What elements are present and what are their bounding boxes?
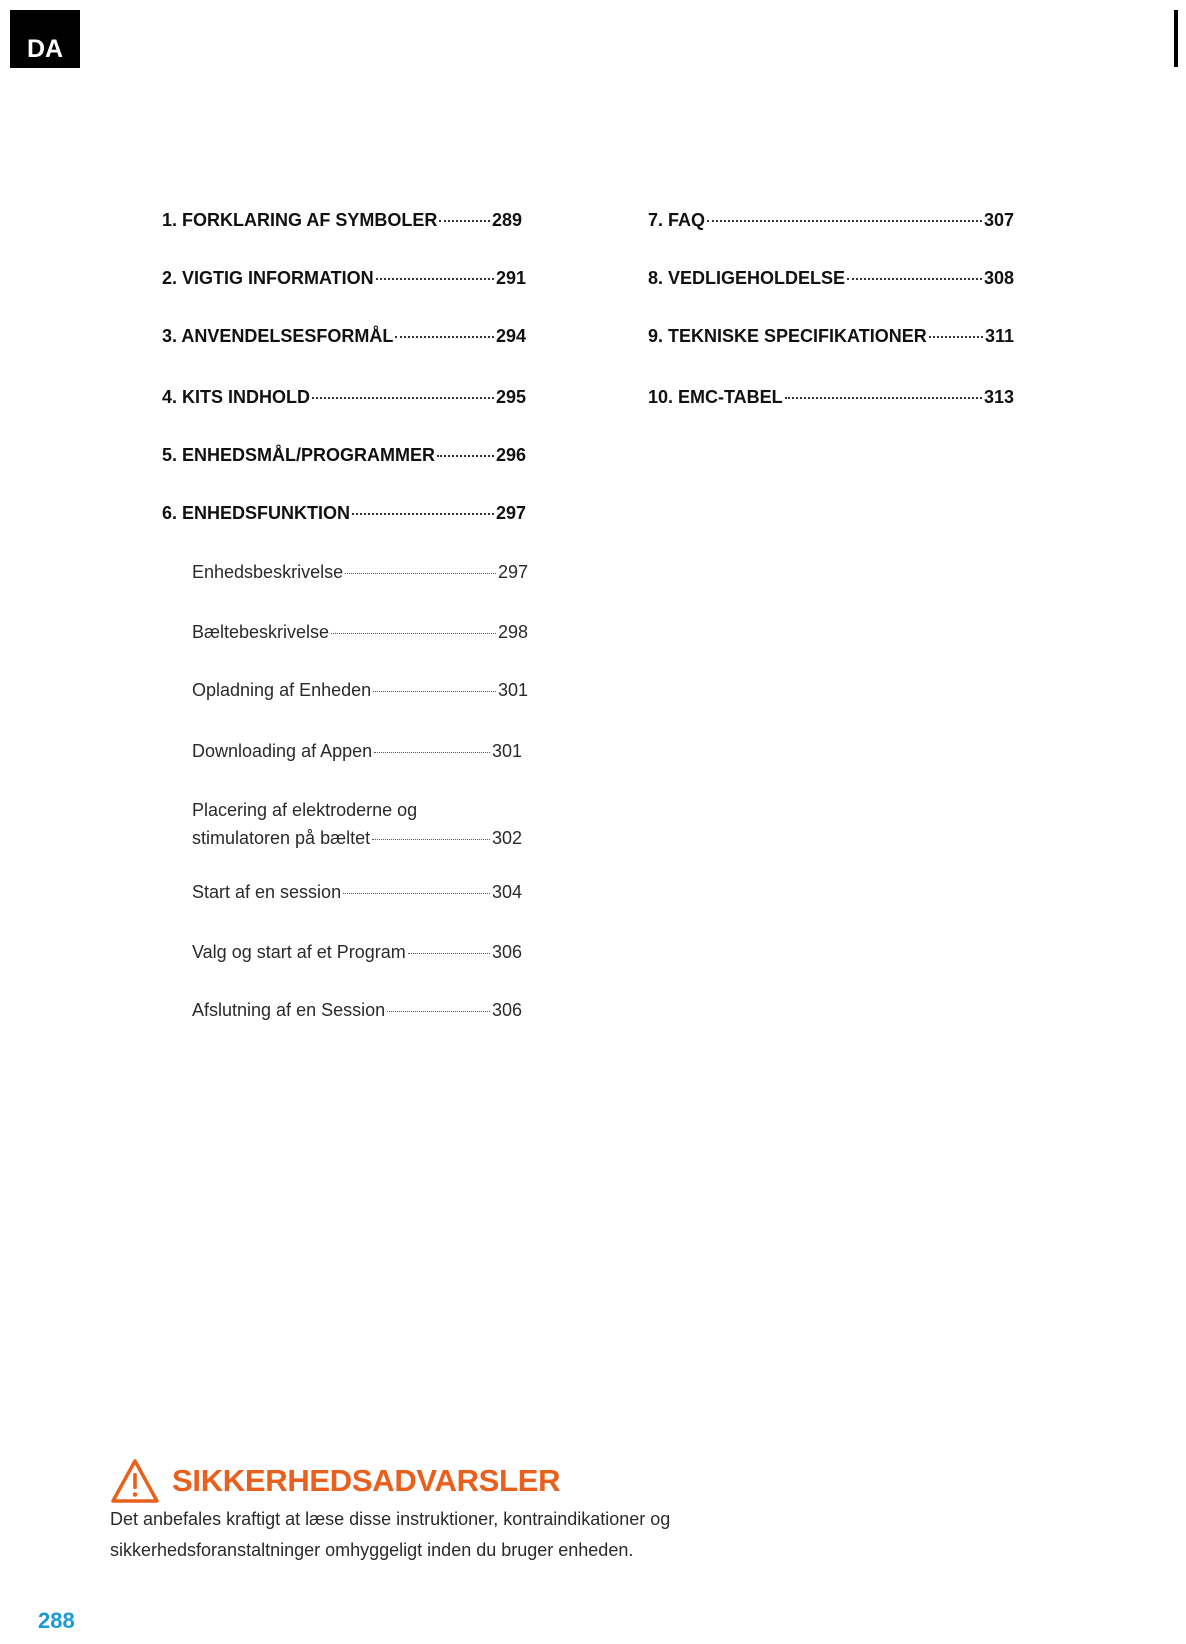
toc-entry[interactable] xyxy=(162,326,526,347)
leader-dots xyxy=(439,220,490,222)
leader-dots xyxy=(312,397,494,399)
toc-label-line2-row xyxy=(192,824,522,852)
toc-entry[interactable] xyxy=(648,210,1014,231)
toc-page: 297 xyxy=(497,562,528,582)
toc-label: Start af en session xyxy=(192,882,342,902)
leader-dots xyxy=(408,953,490,954)
toc-label: Downloading af Appen xyxy=(192,741,373,761)
toc-label: Bæltebeskrivelse xyxy=(192,622,330,642)
leader-dots xyxy=(707,220,982,222)
toc-page: 308 xyxy=(983,268,1014,288)
toc-subentry[interactable] xyxy=(192,741,522,762)
toc-label: 7. FAQ xyxy=(648,210,706,230)
toc-label: 3. ANVENDELSESFORMÅL xyxy=(162,326,394,346)
safety-title: SIKKERHEDSADVARSLER xyxy=(172,1463,561,1498)
leader-dots xyxy=(345,573,496,574)
toc-subentry[interactable] xyxy=(192,680,528,701)
page-number: 288 xyxy=(38,1608,75,1633)
toc-page: 311 xyxy=(984,326,1014,346)
safety-header xyxy=(110,1458,810,1504)
language-code: DA xyxy=(26,35,64,63)
leader-dots xyxy=(437,455,494,457)
toc-label-line1: Placering af elektroderne og xyxy=(192,800,418,820)
toc-subentry[interactable] xyxy=(192,622,528,643)
toc-subentry[interactable] xyxy=(192,562,528,583)
safety-text: Det anbefales kraftigt at læse disse instruktioner, kontraindikationer og sikkerhedsforanstaltninger omhyggeligt inden du bruger enheden. xyxy=(110,1509,671,1560)
toc-page: 297 xyxy=(495,503,526,523)
toc-label: 10. EMC-TABEL xyxy=(648,387,783,407)
toc-page: 313 xyxy=(983,387,1014,407)
toc-page: 291 xyxy=(495,268,526,288)
leader-dots xyxy=(352,513,494,515)
toc-label: 8. VEDLIGEHOLDELSE xyxy=(648,268,846,288)
toc-entry[interactable] xyxy=(648,268,1014,289)
toc-entry[interactable] xyxy=(162,210,522,231)
toc-page: 295 xyxy=(495,387,526,407)
toc-page: 301 xyxy=(497,680,528,700)
leader-dots xyxy=(387,1011,490,1012)
toc-page: 302 xyxy=(491,828,522,848)
toc-entry[interactable] xyxy=(162,503,526,524)
toc-entry[interactable] xyxy=(648,387,1014,408)
toc-page: 306 xyxy=(491,1000,522,1020)
toc-entry[interactable] xyxy=(162,268,526,289)
toc-entry[interactable] xyxy=(648,326,1014,347)
toc-label: Opladning af Enheden xyxy=(192,680,372,700)
safety-warning-section xyxy=(110,1458,810,1504)
toc-page: 294 xyxy=(495,326,526,346)
toc-label: Valg og start af et Program xyxy=(192,942,406,962)
leader-dots xyxy=(929,336,983,338)
toc-label: 9. TEKNISKE SPECIFIKATIONER xyxy=(648,326,927,346)
toc-label: 1. FORKLARING AF SYMBOLER xyxy=(162,210,438,230)
leader-dots xyxy=(343,893,490,894)
leader-dots xyxy=(847,278,982,280)
toc-label: 6. ENHEDSFUNKTION xyxy=(162,503,351,523)
leader-dots xyxy=(395,336,494,338)
toc-label: 5. ENHEDSMÅL/PROGRAMMER xyxy=(162,445,436,465)
toc-subentry[interactable] xyxy=(192,942,522,963)
toc-label: Enhedsbeskrivelse xyxy=(192,562,344,582)
toc-label: 4. KITS INDHOLD xyxy=(162,387,311,407)
toc-entry[interactable] xyxy=(162,387,526,408)
leader-dots xyxy=(331,633,496,634)
leader-dots xyxy=(785,397,982,399)
toc-page: 304 xyxy=(491,882,522,902)
toc-page: 296 xyxy=(495,445,526,465)
toc-label: 2. VIGTIG INFORMATION xyxy=(162,268,374,288)
toc-subentry[interactable] xyxy=(192,796,522,852)
toc-subentry[interactable] xyxy=(192,1000,522,1021)
leader-dots xyxy=(374,752,490,753)
leader-dots xyxy=(372,839,490,840)
warning-triangle-icon xyxy=(110,1458,160,1504)
language-tab xyxy=(10,10,80,68)
toc-page: 307 xyxy=(983,210,1014,230)
toc-page: 289 xyxy=(491,210,522,230)
toc-label-line2: stimulatoren på bæltet xyxy=(192,828,371,848)
edge-marker xyxy=(1174,10,1178,67)
toc-page: 298 xyxy=(497,622,528,642)
leader-dots xyxy=(376,278,494,280)
toc-page: 306 xyxy=(491,942,522,962)
toc-entry[interactable] xyxy=(162,445,526,466)
toc-subentry[interactable] xyxy=(192,882,522,903)
toc-label: Afslutning af en Session xyxy=(192,1000,386,1020)
toc-page: 301 xyxy=(491,741,522,761)
leader-dots xyxy=(373,691,496,692)
